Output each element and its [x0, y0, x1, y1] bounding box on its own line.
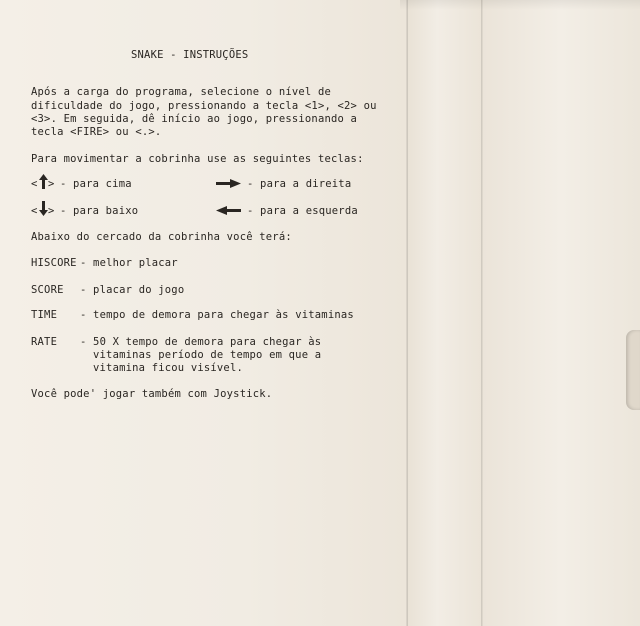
up-arrow-icon: [39, 174, 48, 189]
term-hiscore-desc: - melhor placar: [80, 257, 178, 269]
fence-intro: Abaixo do cercado da cobrinha você terá:: [31, 231, 292, 243]
term-rate: RATE: [31, 336, 58, 348]
term-time: TIME: [31, 309, 58, 321]
intro-line: dificuldade do jogo, pressionando a tecla <1>, <2> ou: [31, 100, 377, 112]
key-left-label: - para a esquerda: [247, 205, 358, 217]
key-up-label: - para cima: [60, 178, 132, 190]
term-rate-desc: vitamina ficou visível.: [93, 362, 243, 374]
term-score-desc: - placar do jogo: [80, 284, 185, 296]
left-arrow-icon: [216, 206, 241, 215]
page-middle-panel: [408, 0, 482, 626]
term-score: SCORE: [31, 284, 64, 296]
key-down-open: <: [31, 205, 38, 217]
right-arrow-icon: [216, 179, 241, 188]
term-rate-desc: - 50 X tempo de demora para chegar às: [80, 336, 322, 348]
term-time-desc: - tempo de demora para chegar às vitaminas: [80, 309, 354, 321]
intro-line: tecla <FIRE> ou <.>.: [31, 126, 162, 138]
document-title: SNAKE - INSTRUÇÕES: [131, 49, 249, 61]
closing-note: Você pode' jogar também com Joystick.: [31, 388, 273, 400]
paper-tear: [626, 330, 640, 410]
fold-line: [406, 0, 408, 626]
key-right-label: - para a direita: [247, 178, 352, 190]
down-arrow-icon: [39, 201, 48, 216]
intro-line: <3>. Em seguida, dê início ao jogo, pressionando a: [31, 113, 358, 125]
paper-edge-shadow: [400, 0, 640, 10]
term-hiscore: HISCORE: [31, 257, 77, 269]
movement-intro: Para movimentar a cobrinha use as seguintes teclas:: [31, 153, 364, 165]
fold-line: [481, 0, 483, 626]
intro-line: Após a carga do programa, selecione o nível de: [31, 86, 331, 98]
key-down-close: >: [48, 205, 55, 217]
key-up-open: <: [31, 178, 38, 190]
key-up-close: >: [48, 178, 55, 190]
page-right-panel: [482, 0, 640, 626]
term-rate-desc: vitaminas período de tempo em que a: [93, 349, 322, 361]
key-down-label: - para baixo: [60, 205, 139, 217]
